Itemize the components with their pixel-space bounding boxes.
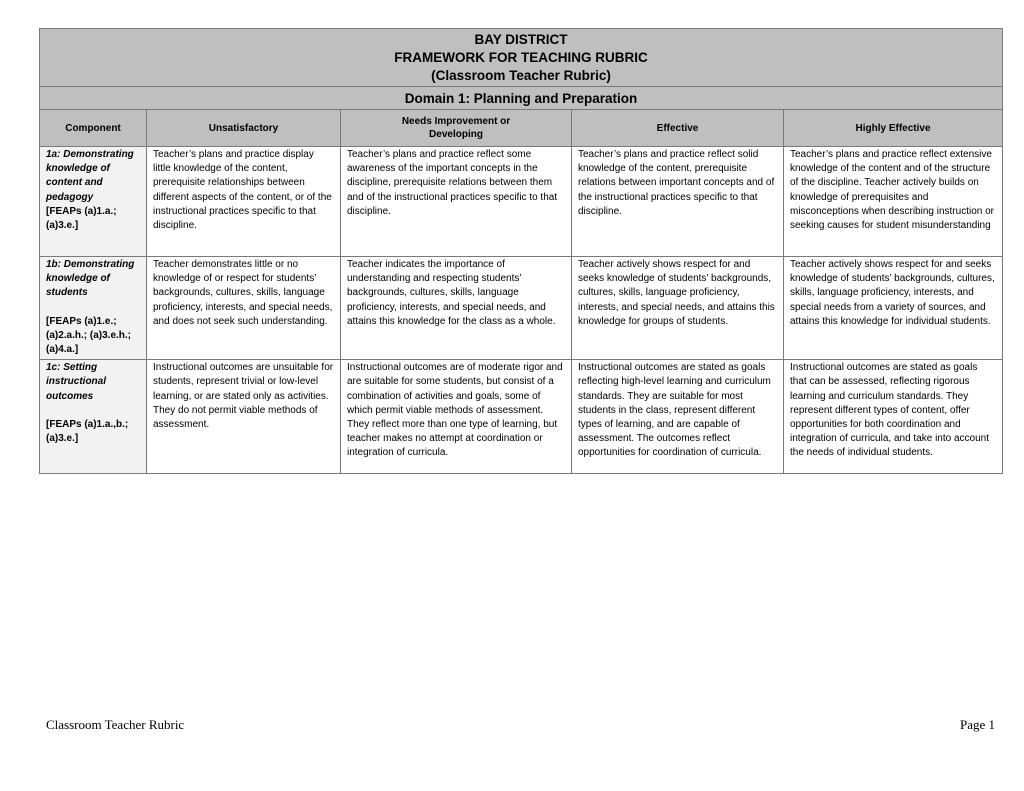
- component-feaps: [FEAPs (a)1.a.; (a)3.e.]: [46, 205, 117, 232]
- unsatisfactory-cell: Instructional outcomes are unsuitable for students, represent trivial or low-level learning, or are stated only as activities. They do not permit viable methods of assessment.: [147, 360, 341, 474]
- header-component: Component: [40, 110, 147, 147]
- component-name: 1c: Setting instructional outcomes: [46, 362, 107, 402]
- component-name: 1b: Demonstrating knowledge of students: [46, 259, 135, 299]
- component-feaps: [FEAPs (a)1.e.; (a)2.a.h.; (a)3.e.h.; (a)4.a.]: [46, 315, 132, 356]
- needs-improvement-cell: Teacher indicates the importance of understanding and respecting students’ backgrounds, cultures, skills, language proficiency, interests, and special needs, and attains this knowledge for the class as a whole.: [341, 257, 572, 360]
- header-unsatisfactory: Unsatisfactory: [147, 110, 341, 147]
- effective-cell: Instructional outcomes are stated as goals reflecting high-level learning and curriculum standards. They are suitable for most students in the class, represent different types of learning, and are capable of assessment. The outcomes reflect opportunities for coordination of curricula.: [572, 360, 784, 474]
- unsatisfactory-cell: Teacher’s plans and practice display little knowledge of the content, prerequisite relationships between different aspects of the content, or of the instructional practices specific to that discipline.: [147, 147, 341, 257]
- effective-cell: Teacher actively shows respect for and seeks knowledge of students’ backgrounds, cultures, skills, language proficiency, interests, and special needs, and attains this knowledge for groups of students.: [572, 257, 784, 360]
- column-header-row: [40, 110, 1003, 147]
- highly-effective-cell: Instructional outcomes are stated as goals that can be assessed, reflecting rigorous learning and curriculum standards. They represent different types of content, offer opportunities for both coordination and integration of curricula, and take into account the needs of individual students.: [784, 360, 1003, 474]
- component-feaps: [FEAPs (a)1.a.,b.; (a)3.e.]: [46, 418, 129, 445]
- component-name: 1a: Demonstrating knowledge of content and pedagogy: [46, 149, 134, 203]
- title-line-subtitle: (Classroom Teacher Rubric): [431, 68, 611, 83]
- footer-page-number: Page 1: [959, 717, 995, 732]
- component-cell: [40, 147, 147, 257]
- effective-cell: Teacher’s plans and practice reflect solid knowledge of the content, prerequisite relations between important concepts and of the instructional practices specific to that discipline.: [572, 147, 784, 257]
- highly-effective-cell: Teacher actively shows respect for and seeks knowledge of students’ backgrounds, cultures, skills, language proficiency, interests, and special needs from a variety of sources, and attains this knowledge for individual students.: [784, 257, 1003, 360]
- unsatisfactory-cell: Teacher demonstrates little or no knowledge of or respect for students’ backgrounds, cultures, skills, language proficiency, interests, and special needs, and does not seek such understanding.: [147, 257, 341, 360]
- header-needs-improvement-line2: Developing: [429, 129, 483, 140]
- domain-heading: Domain 1: Planning and Preparation: [40, 87, 1003, 110]
- needs-improvement-cell: Instructional outcomes are of moderate rigor and are suitable for some students, but consist of a combination of activities and goals, some of which permit viable methods of assessment. They reflect more than one type of learning, but teacher makes no attempt at coordination or integration of curricula.: [341, 360, 572, 474]
- header-needs-improvement: [341, 110, 572, 147]
- rubric-title: [40, 29, 1003, 87]
- header-effective: Effective: [572, 110, 784, 147]
- footer-document-title: Classroom Teacher Rubric: [46, 717, 185, 732]
- rubric-table: [39, 28, 1003, 474]
- title-line-framework: FRAMEWORK FOR TEACHING RUBRIC: [394, 50, 648, 65]
- highly-effective-cell: Teacher’s plans and practice reflect extensive knowledge of the content and of the structure of the discipline. Teacher actively builds on knowledge of prerequisites and misconceptions when describing instruction or seeking causes for student misunderstanding: [784, 147, 1003, 257]
- component-cell: [40, 360, 147, 474]
- needs-improvement-cell: Teacher’s plans and practice reflect some awareness of the important concepts in the discipline, prerequisite relations between them and of the instructional practices specific to that discipline.: [341, 147, 572, 257]
- component-cell: [40, 257, 147, 360]
- table-row: [40, 360, 1003, 474]
- table-row: [40, 147, 1003, 257]
- table-row: [40, 257, 1003, 360]
- header-needs-improvement-line1: Needs Improvement or: [401, 116, 511, 127]
- header-highly-effective: Highly Effective: [784, 110, 1003, 147]
- title-line-district: BAY DISTRICT: [474, 32, 568, 47]
